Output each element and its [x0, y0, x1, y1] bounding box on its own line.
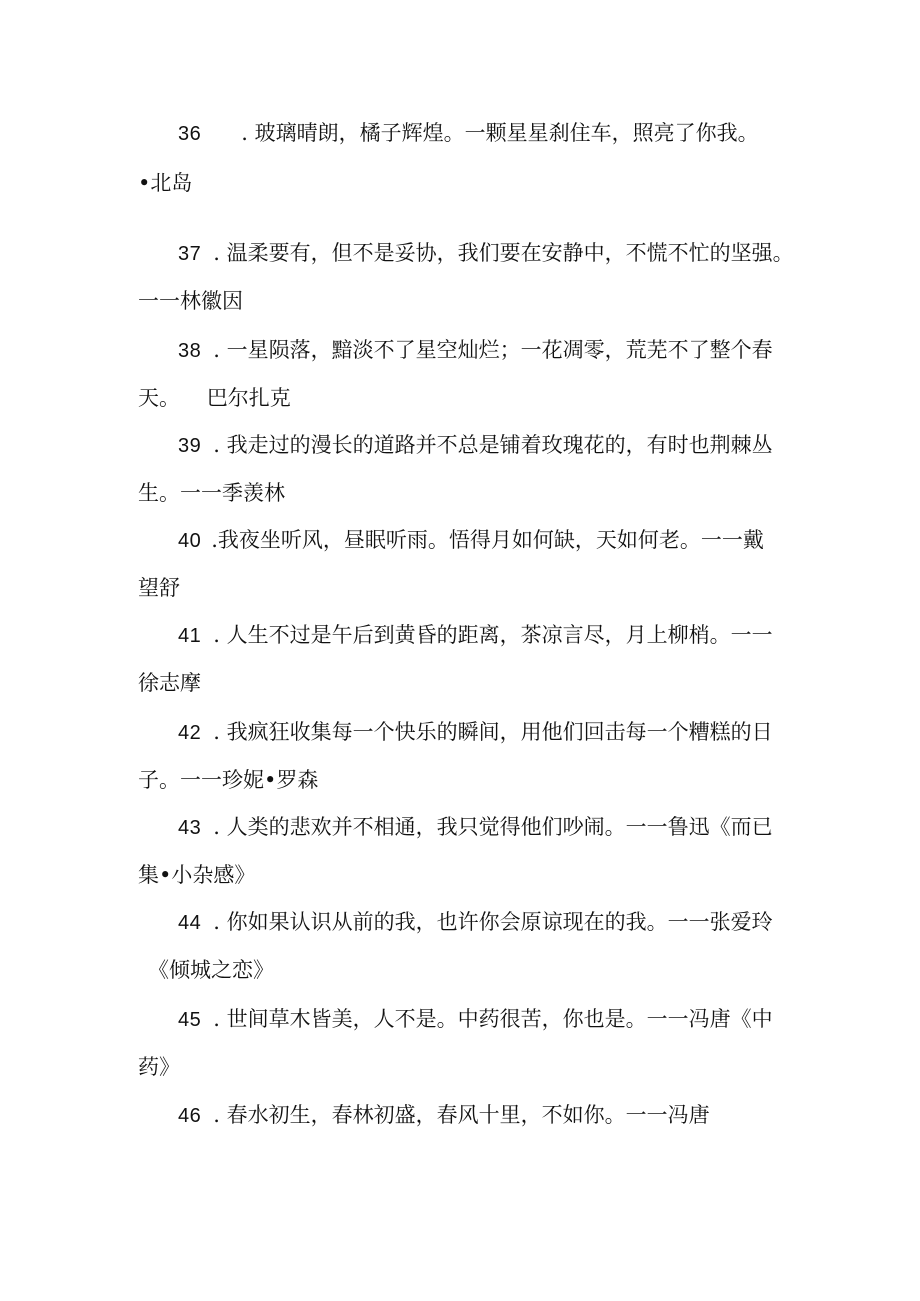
quote-line-2: •北岛 — [138, 171, 193, 195]
quote-line-1 — [178, 525, 764, 555]
quote-line-2: 生。一一季羡林 — [138, 481, 285, 505]
quote-number: 37 — [178, 243, 202, 265]
quote-line-2: 子。一一珍妮•罗森 — [138, 768, 319, 792]
quote-line-1 — [178, 238, 794, 268]
quote-line-2: 一一林徽因 — [138, 289, 243, 313]
quote-text: . 人类的悲欢并不相通，我只觉得他们吵闹。一一鲁迅《而已 — [213, 815, 773, 839]
quote-line-2: 天。 巴尔扎克 — [138, 386, 291, 410]
quote-number: 40 — [178, 530, 202, 552]
quote-text: . 温柔要有，但不是妥协，我们要在安静中，不慌不忙的坚强。 — [213, 241, 794, 265]
quote-number: 38 — [178, 340, 202, 362]
quote-number: 43 — [178, 817, 202, 839]
quote-line-1 — [178, 620, 773, 650]
quote-line-2: 徐志摩 — [138, 671, 201, 695]
quote-text: . 春水初生，春林初盛，春风十里，不如你。一一冯唐 — [213, 1103, 710, 1127]
quote-text: . 我疯狂收集每一个快乐的瞬间，用他们回击每一个糟糕的日 — [213, 720, 773, 744]
quote-text: . 人生不过是午后到黄昏的距离，茶凉言尽，月上柳梢。一一 — [213, 623, 773, 647]
quote-line-2: 药》 — [138, 1055, 180, 1079]
quote-line-2: 《倾城之恋》 — [148, 958, 274, 982]
quote-number: 46 — [178, 1105, 202, 1127]
quote-line-1 — [178, 1004, 773, 1034]
quote-line-1 — [178, 335, 773, 365]
quote-number: 36 — [178, 123, 202, 145]
quote-line-2: 望舒 — [138, 576, 180, 600]
quote-number: 42 — [178, 722, 202, 744]
quote-number: 44 — [178, 912, 202, 934]
quote-line-1 — [178, 1100, 710, 1130]
quote-line-1 — [178, 118, 759, 148]
quote-line-2: 集•小杂感》 — [138, 863, 256, 887]
quote-number: 45 — [178, 1009, 202, 1031]
quote-number: 41 — [178, 625, 202, 647]
quote-line-1 — [178, 907, 773, 937]
quote-line-1 — [178, 812, 773, 842]
quote-text: . 世间草木皆美，人不是。中药很苦，你也是。一一冯唐《中 — [213, 1007, 773, 1031]
quote-text: . 我走过的漫长的道路并不总是铺着玫瑰花的，有时也荆棘丛 — [213, 433, 773, 457]
quote-text: . 一星陨落，黯淡不了星空灿烂；一花凋零，荒芜不了整个春 — [213, 338, 773, 362]
quote-line-1 — [178, 717, 773, 747]
quote-text: . 玻璃晴朗，橘子辉煌。一颗星星刹住车，照亮了你我。 — [241, 121, 759, 145]
quote-text: . 你如果认识从前的我，也许你会原谅现在的我。一一张爱玲 — [213, 910, 773, 934]
quote-number: 39 — [178, 435, 202, 457]
quote-text: .我夜坐听风，昼眠听雨。悟得月如何缺，天如何老。一一戴 — [211, 528, 764, 552]
quote-line-1 — [178, 430, 773, 460]
